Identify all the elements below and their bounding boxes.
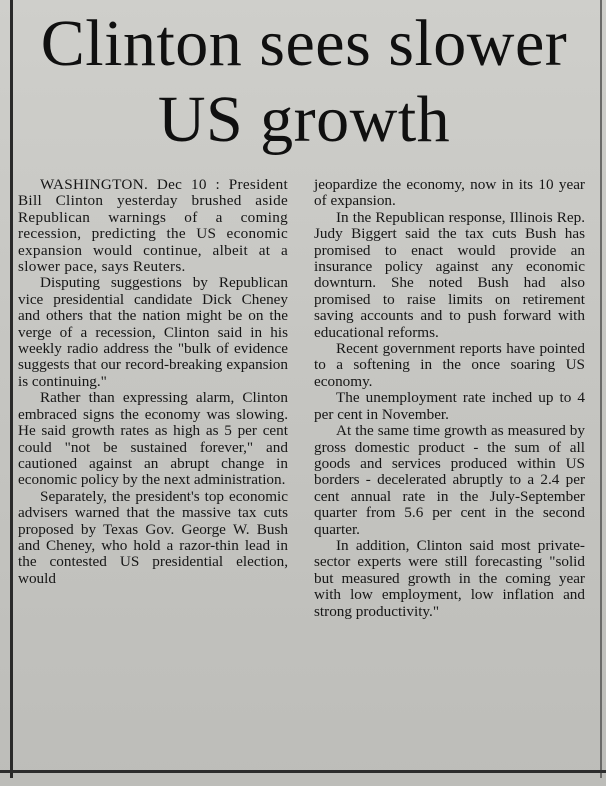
- paragraph: At the same time growth as measured by gross domestic product - the sum of all goods and services produced within US borders - decelerated abruptly to a 2.4 per cent annual rate in the July-September quarter from 5.6 per cent in the second quarter.: [314, 422, 585, 538]
- paragraph: jeopardize the economy, now in its 10 year of expansion.: [314, 176, 585, 210]
- headline: Clinton sees slower US growth: [40, 7, 568, 156]
- paragraph: The unemployment rate inched up to 4 per cent in November.: [314, 389, 585, 423]
- paragraph: Recent government reports have pointed to a softening in the once soaring US economy.: [314, 340, 585, 390]
- bottom-border-rule: [0, 770, 606, 773]
- paragraph: Disputing suggestions by Republican vice presidential candidate Dick Cheney and others that the nation might be on the verge of a recession, Clinton said in his weekly radio address the "bulk of evidence suggests that our record-breaking expansion is continuing.": [18, 274, 288, 390]
- paragraph: In addition, Clinton said most private-sector experts were still forecasting "solid but measured growth in the coming year with low employment, low inflation and strong productivity.": [314, 536, 585, 620]
- paragraph: Separately, the president's top economic advisers warned that the massive tax cuts proposed by Texas Gov. George W. Bush and Cheney, who hold a razor-thin lead in the contested US presidential election, would: [18, 487, 288, 587]
- article-column-left: [18, 177, 288, 587]
- paragraph: Rather than expressing alarm, Clinton embraced signs the economy was slowing. He said growth rates as high as 5 per cent could "not be sustained forever," and cautioned against an abrupt change in economic policy by the next administration.: [18, 389, 288, 489]
- paragraph: In the Republican response, Illinois Rep. Judy Biggert said the tax cuts Bush has promised to enact would provide an insurance policy against any economic downturn. She noted Bush had also promised to raise limits on retirement saving accounts and to push forward with educational reforms.: [314, 208, 585, 341]
- right-border-rule: [600, 0, 602, 778]
- article-column-right: [314, 177, 585, 620]
- paragraph: WASHINGTON. Dec 10 : President Bill Clinton yesterday brushed aside Republican warnings of a coming recession, predicting the US economic expansion would continue, albeit at a slower pace, says Reuters.: [18, 176, 288, 276]
- left-border-rule: [10, 0, 13, 778]
